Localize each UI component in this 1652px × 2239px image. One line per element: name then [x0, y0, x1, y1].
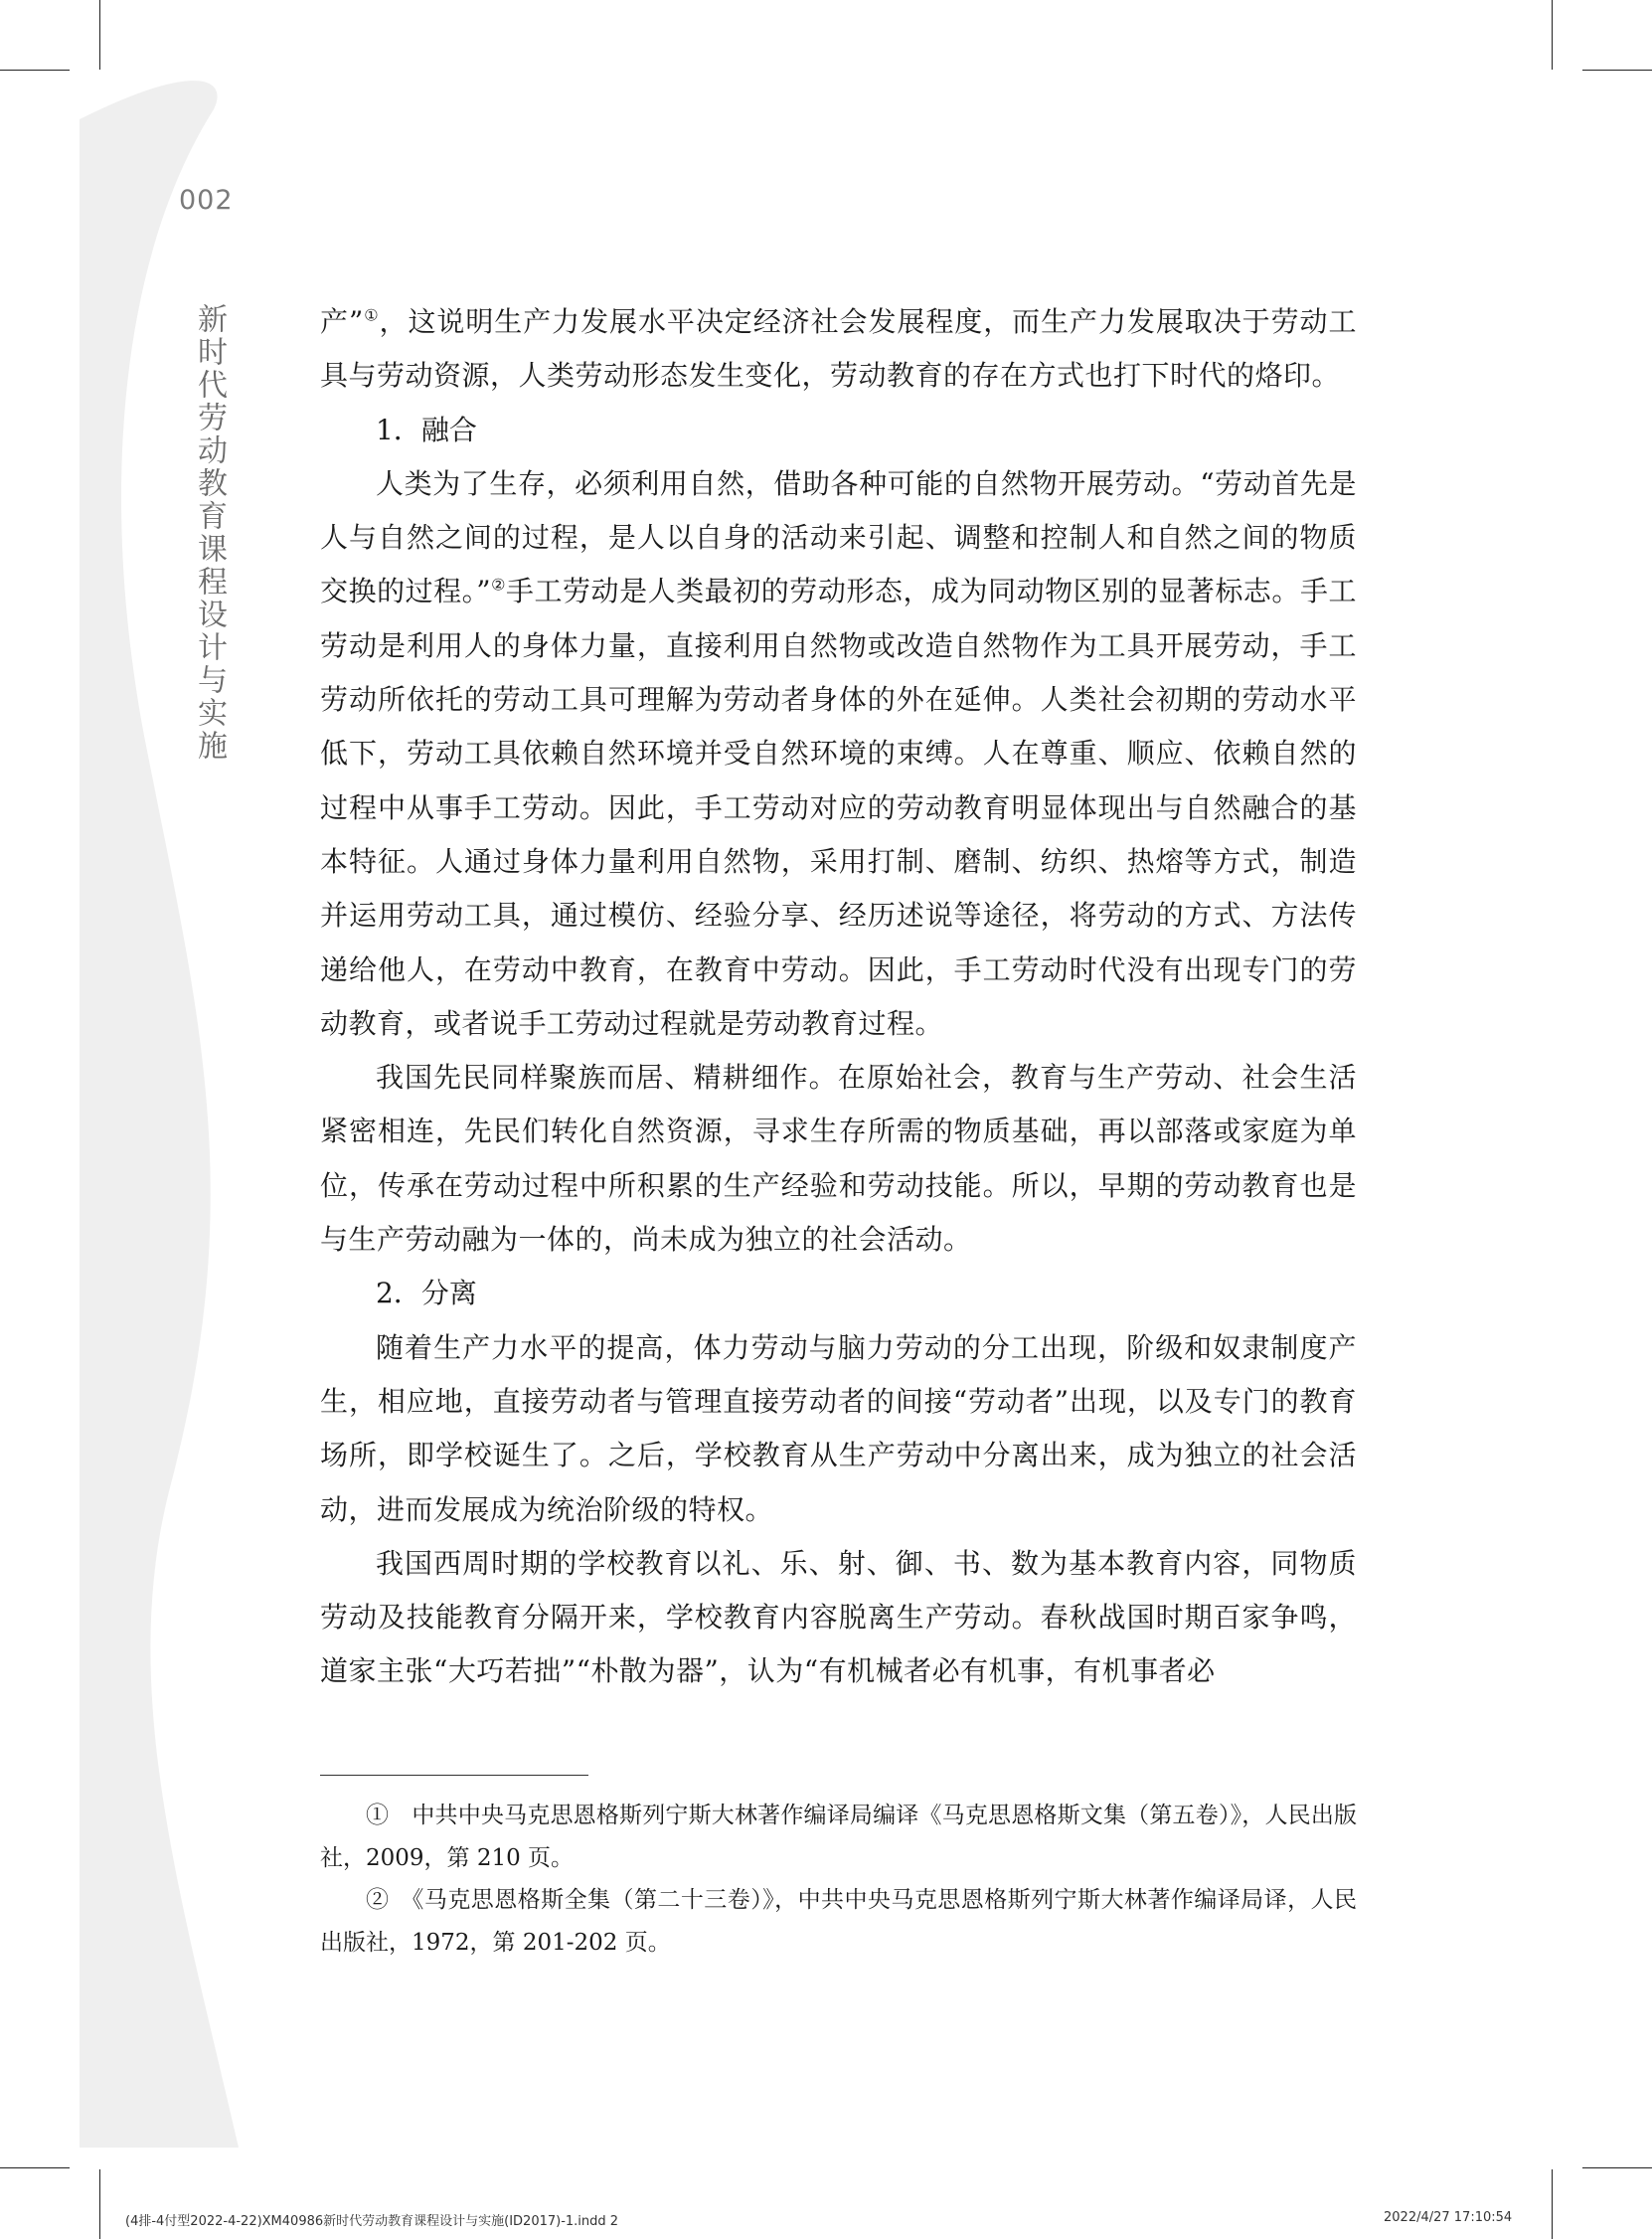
footnote: ① 中共中央马克思恩格斯列宁斯大林著作编译局编译《马克思恩格斯文集（第五卷）》，人民出版社，2009，第 210 页。 [320, 1803, 1357, 1871]
crop-mark [1552, 0, 1553, 70]
crop-mark [1582, 70, 1652, 71]
crop-mark [1582, 2167, 1652, 2168]
print-slug-filename: (4排-4付型2022-4-22)XM40986新时代劳动教育课程设计与实施(ID2017)-1.indd 2 [125, 2214, 619, 2229]
footnotes [320, 1795, 1357, 1964]
body-text [320, 295, 1357, 1699]
print-slug-timestamp: 2022/4/27 17:10:54 [1384, 2210, 1513, 2225]
footnote-divider [320, 1775, 588, 1776]
crop-mark [1552, 2169, 1553, 2239]
running-title: 新时代劳动教育课程设计与实施 [192, 303, 227, 763]
page-number: 002 [179, 185, 234, 216]
paragraph: 我国西周时期的学校教育以礼、乐、射、御、书、数为基本教育内容，同物质劳动及技能教育分隔开来，学校教育内容脱离生产劳动。春秋战国时期百家争鸣，道家主张“大巧若拙”“朴散为器”，认为“有机械者必有机事，有机事者必 [320, 1546, 1357, 1688]
paragraph: 人类为了生存，必须利用自然，借助各种可能的自然物开展劳动。“劳动首先是人与自然之间的过程，是人以自身的活动来引起、调整和控制人和自然之间的物质交换的过程。”②手工劳动是人类最初的劳动形态，成为同动物区别的显著标志。手工劳动是利用人的身体力量，直接利用自然物或改造自然物作为工具开展劳动，手工劳动所依托的劳动工具可理解为劳动者身体的外在延伸。人类社会初期的劳动水平低下，劳动工具依赖自然环境并受自然环境的束缚。人在尊重、顺应、依赖自然的过程中从事手工劳动。因此，手工劳动对应的劳动教育明显体现出与自然融合的基本特征。人通过身体力量利用自然物，采用打制、磨制、纺织、热熔等方式，制造并运用劳动工具，通过模仿、经验分享、经历述说等途径，将劳动的方式、方法传递给他人，在劳动中教育，在教育中劳动。因此，手工劳动时代没有出现专门的劳动教育，或者说手工劳动过程就是劳动教育过程。 [320, 466, 1357, 1040]
section-heading: 1．融合 [376, 413, 477, 446]
footnote-ref: ② [491, 576, 506, 596]
footnote: ② 《马克思恩格斯全集（第二十三卷）》，中共中央马克思恩格斯列宁斯大林著作编译局译，人民出版社，1972，第 201-202 页。 [320, 1887, 1357, 1956]
paragraph: 产”①，这说明生产力发展水平决定经济社会发展程度，而生产力发展取决于劳动工具与劳动资源，人类劳动形态发生变化，劳动教育的存在方式也打下时代的烙印。 [320, 305, 1357, 393]
footnote-ref: ① [363, 305, 380, 325]
paragraph: 我国先民同样聚族而居、精耕细作。在原始社会，教育与生产劳动、社会生活紧密相连，先民们转化自然资源，寻求生存所需的物质基础，再以部落或家庭为单位，传承在劳动过程中所积累的生产经验和劳动技能。所以，早期的劳动教育也是与生产劳动融为一体的，尚未成为独立的社会活动。 [320, 1061, 1357, 1257]
section-heading: 2．分离 [376, 1277, 477, 1310]
paragraph: 随着生产力水平的提高，体力劳动与脑力劳动的分工出现，阶级和奴隶制度产生，相应地，直接劳动者与管理直接劳动者的间接“劳动者”出现，以及专门的教育场所，即学校诞生了。之后，学校教育从生产劳动中分离出来，成为独立的社会活动，进而发展成为统治阶级的特权。 [320, 1330, 1357, 1526]
